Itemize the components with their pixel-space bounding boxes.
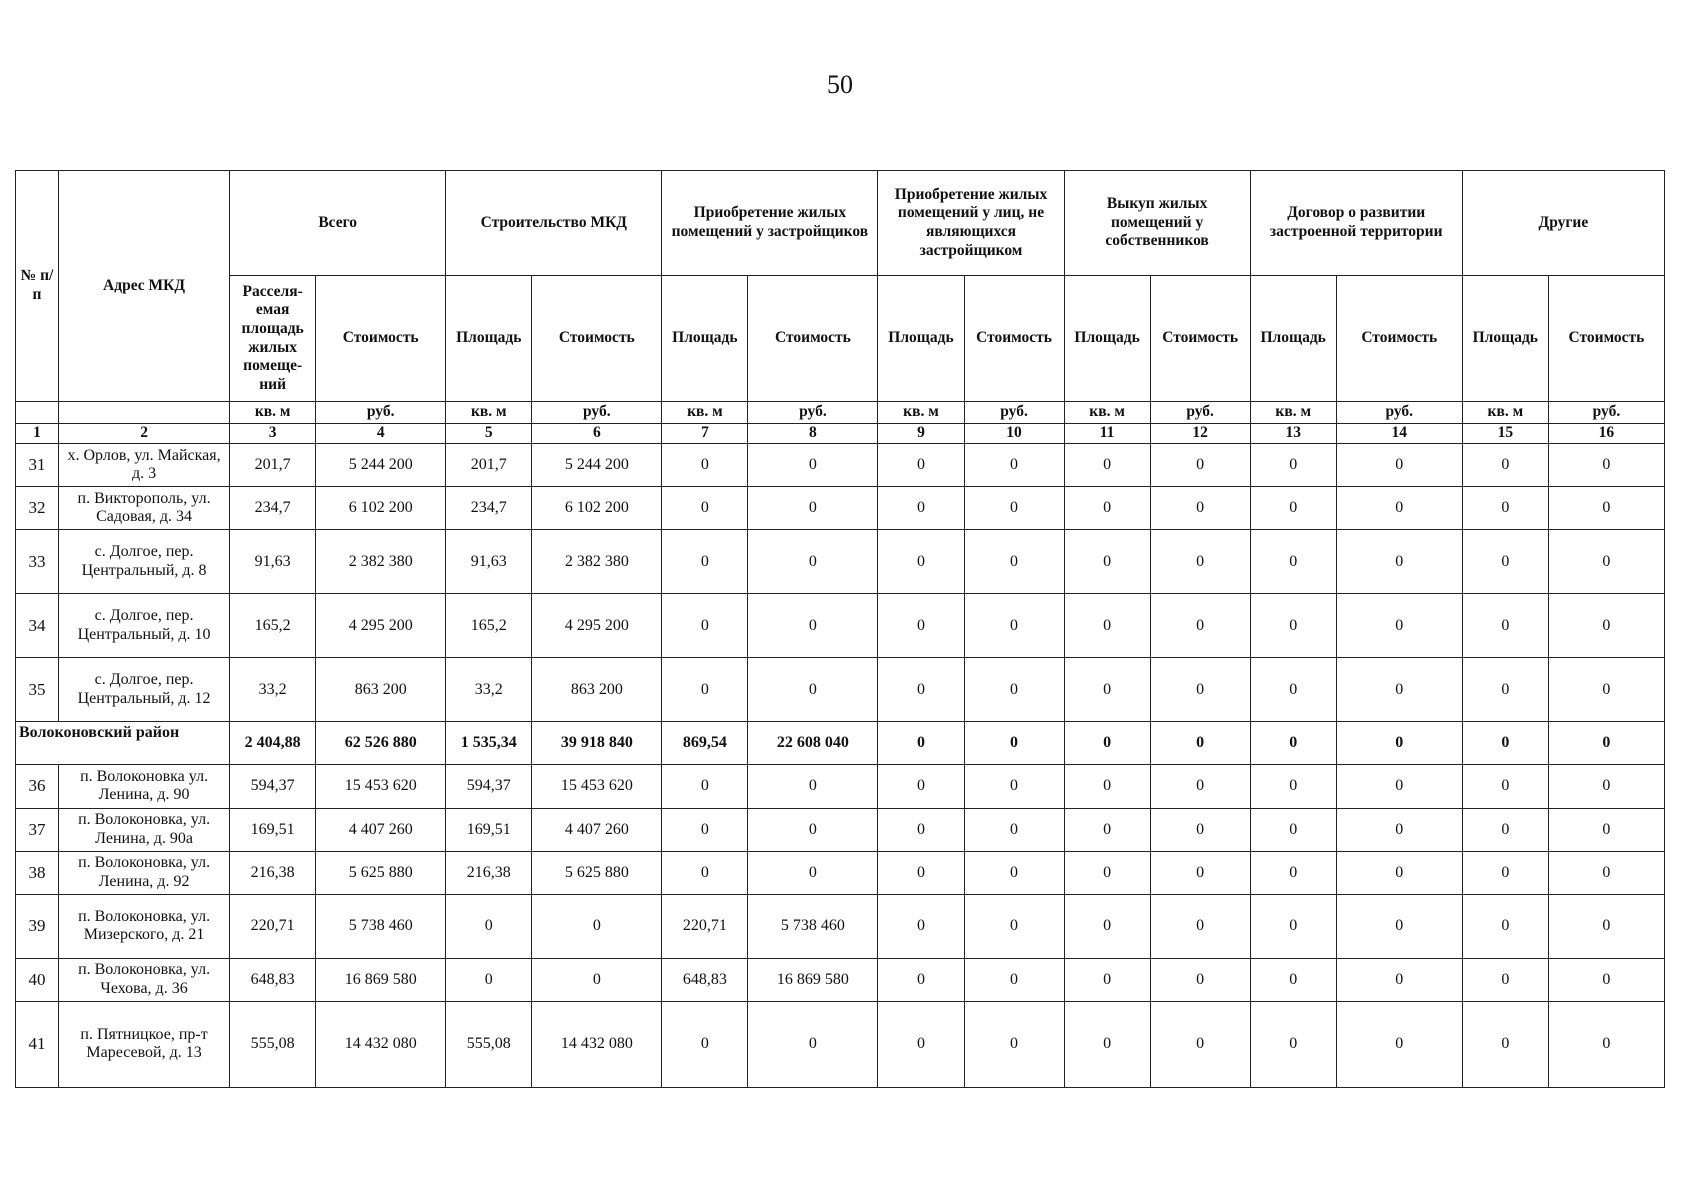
row-value: 0 — [878, 894, 964, 958]
row-value: 0 — [662, 765, 748, 808]
row-value: 0 — [878, 594, 964, 658]
district-value: 0 — [1462, 722, 1548, 765]
row-value: 165,2 — [446, 594, 532, 658]
row-address: п. Викторополь, ул. Садовая, д. 34 — [59, 487, 230, 530]
table-row — [16, 1001, 1665, 1087]
header-cost: Стоимость — [316, 276, 446, 402]
row-value: 0 — [878, 1001, 964, 1087]
row-value: 0 — [1462, 530, 1548, 594]
row-value: 0 — [1150, 658, 1250, 722]
district-value: 869,54 — [662, 722, 748, 765]
row-value: 0 — [1150, 765, 1250, 808]
row-value: 648,83 — [662, 958, 748, 1001]
row-value: 0 — [1064, 851, 1150, 894]
row-value: 0 — [748, 487, 878, 530]
table-row — [16, 444, 1665, 487]
row-value: 0 — [964, 894, 1064, 958]
column-number: 12 — [1150, 424, 1250, 444]
row-value: 0 — [1548, 1001, 1664, 1087]
header-group-construction: Строительство МКД — [446, 171, 662, 276]
column-number: 6 — [532, 424, 662, 444]
header-area: Площадь — [446, 276, 532, 402]
row-value: 0 — [748, 1001, 878, 1087]
row-value: 0 — [1548, 444, 1664, 487]
table-row — [16, 594, 1665, 658]
row-value: 0 — [1336, 1001, 1462, 1087]
header-area: Площадь — [878, 276, 964, 402]
row-value: 5 244 200 — [532, 444, 662, 487]
row-value: 0 — [878, 808, 964, 851]
row-value: 0 — [1336, 808, 1462, 851]
row-value: 0 — [1150, 530, 1250, 594]
row-value: 4 407 260 — [316, 808, 446, 851]
row-value: 0 — [1250, 958, 1336, 1001]
row-value: 0 — [964, 530, 1064, 594]
row-value: 0 — [1336, 894, 1462, 958]
row-value: 0 — [878, 765, 964, 808]
district-value: 0 — [1150, 722, 1250, 765]
column-number: 15 — [1462, 424, 1548, 444]
table-row — [16, 487, 1665, 530]
header-unit-cost: руб. — [748, 402, 878, 424]
column-number: 1 — [16, 424, 59, 444]
row-value: 863 200 — [316, 658, 446, 722]
header-row-units — [16, 402, 1665, 424]
row-value: 0 — [1548, 658, 1664, 722]
table-row — [16, 765, 1665, 808]
row-value: 0 — [1150, 808, 1250, 851]
row-value: 0 — [878, 444, 964, 487]
row-value: 0 — [878, 658, 964, 722]
row-value: 15 453 620 — [532, 765, 662, 808]
row-address: п. Волоконовка, ул. Чехова, д. 36 — [59, 958, 230, 1001]
row-value: 0 — [1462, 958, 1548, 1001]
row-address: с. Долгое, пер. Центральный, д. 12 — [59, 658, 230, 722]
column-number: 4 — [316, 424, 446, 444]
row-number: 33 — [16, 530, 59, 594]
header-unit-area: кв. м — [230, 402, 316, 424]
row-value: 0 — [1548, 594, 1664, 658]
row-value: 0 — [1336, 444, 1462, 487]
header-cost: Стоимость — [1336, 276, 1462, 402]
row-value: 0 — [1150, 894, 1250, 958]
row-value: 16 869 580 — [748, 958, 878, 1001]
row-value: 0 — [1336, 765, 1462, 808]
header-unit-empty — [59, 402, 230, 424]
column-number: 14 — [1336, 424, 1462, 444]
row-value: 0 — [1150, 444, 1250, 487]
row-value: 0 — [748, 530, 878, 594]
district-value: 0 — [1548, 722, 1664, 765]
row-value: 0 — [748, 594, 878, 658]
header-cost: Стоимость — [1548, 276, 1664, 402]
table-row — [16, 851, 1665, 894]
district-value: 2 404,88 — [230, 722, 316, 765]
row-value: 16 869 580 — [316, 958, 446, 1001]
row-value: 0 — [1548, 530, 1664, 594]
row-value: 0 — [748, 444, 878, 487]
row-value: 0 — [748, 765, 878, 808]
row-value: 0 — [662, 808, 748, 851]
column-number: 16 — [1548, 424, 1664, 444]
header-address: Адрес МКД — [59, 171, 230, 402]
row-value: 0 — [1336, 594, 1462, 658]
row-value: 0 — [1336, 487, 1462, 530]
row-number: 38 — [16, 851, 59, 894]
row-number: 37 — [16, 808, 59, 851]
header-group-developer-purchase: Приобретение жилых помещений у застройщиков — [662, 171, 878, 276]
row-value: 216,38 — [446, 851, 532, 894]
row-value: 0 — [446, 958, 532, 1001]
row-value: 4 295 200 — [316, 594, 446, 658]
row-value: 863 200 — [532, 658, 662, 722]
row-value: 5 738 460 — [316, 894, 446, 958]
district-value: 39 918 840 — [532, 722, 662, 765]
row-value: 594,37 — [446, 765, 532, 808]
row-value: 0 — [1150, 487, 1250, 530]
table-row — [16, 808, 1665, 851]
column-number: 3 — [230, 424, 316, 444]
header-unit-area: кв. м — [446, 402, 532, 424]
row-value: 216,38 — [230, 851, 316, 894]
row-value: 0 — [964, 594, 1064, 658]
row-value: 0 — [1462, 851, 1548, 894]
row-value: 0 — [1064, 765, 1150, 808]
column-number: 13 — [1250, 424, 1336, 444]
row-value: 0 — [1250, 808, 1336, 851]
header-unit-cost: руб. — [964, 402, 1064, 424]
row-value: 0 — [662, 851, 748, 894]
header-unit-cost: руб. — [532, 402, 662, 424]
row-value: 6 102 200 — [316, 487, 446, 530]
row-value: 0 — [964, 851, 1064, 894]
row-value: 91,63 — [230, 530, 316, 594]
row-value: 0 — [662, 530, 748, 594]
row-value: 0 — [1548, 765, 1664, 808]
header-unit-area: кв. м — [1250, 402, 1336, 424]
row-address: х. Орлов, ул. Майская, д. 3 — [59, 444, 230, 487]
row-address: п. Пятницкое, пр-т Маресевой, д. 13 — [59, 1001, 230, 1087]
column-number: 7 — [662, 424, 748, 444]
row-value: 5 625 880 — [532, 851, 662, 894]
header-row-column-numbers — [16, 424, 1665, 444]
row-value: 0 — [662, 487, 748, 530]
column-number: 11 — [1064, 424, 1150, 444]
district-value: 0 — [1336, 722, 1462, 765]
row-value: 0 — [878, 851, 964, 894]
row-value: 33,2 — [446, 658, 532, 722]
row-value: 0 — [1064, 658, 1150, 722]
row-value: 2 382 380 — [316, 530, 446, 594]
row-value: 14 432 080 — [532, 1001, 662, 1087]
header-cost: Стоимость — [748, 276, 878, 402]
header-group-total: Всего — [230, 171, 446, 276]
row-address: п. Волоконовка, ул. Ленина, д. 92 — [59, 851, 230, 894]
resettlement-table — [15, 170, 1665, 1088]
row-value: 555,08 — [446, 1001, 532, 1087]
header-unit-cost: руб. — [316, 402, 446, 424]
header-group-development-contract: Договор о развитии застроенной территории — [1250, 171, 1462, 276]
row-value: 648,83 — [230, 958, 316, 1001]
row-value: 14 432 080 — [316, 1001, 446, 1087]
row-value: 220,71 — [230, 894, 316, 958]
row-value: 0 — [1250, 765, 1336, 808]
row-value: 0 — [964, 658, 1064, 722]
row-value: 0 — [1250, 594, 1336, 658]
row-value: 0 — [964, 808, 1064, 851]
row-value: 5 625 880 — [316, 851, 446, 894]
row-value: 0 — [1548, 894, 1664, 958]
header-unit-cost: руб. — [1336, 402, 1462, 424]
row-address: п. Волоконовка, ул. Ленина, д. 90а — [59, 808, 230, 851]
row-value: 0 — [1462, 658, 1548, 722]
row-number: 32 — [16, 487, 59, 530]
row-value: 0 — [1064, 1001, 1150, 1087]
header-area: Площадь — [1462, 276, 1548, 402]
row-value: 0 — [1250, 851, 1336, 894]
row-value: 0 — [446, 894, 532, 958]
row-address: с. Долгое, пер. Центральный, д. 10 — [59, 594, 230, 658]
header-unit-cost: руб. — [1150, 402, 1250, 424]
row-address: с. Долгое, пер. Центральный, д. 8 — [59, 530, 230, 594]
row-value: 0 — [662, 594, 748, 658]
row-number: 36 — [16, 765, 59, 808]
column-number: 5 — [446, 424, 532, 444]
header-group-buyout: Выкуп жилых помещений у собственников — [1064, 171, 1250, 276]
header-unit-area: кв. м — [662, 402, 748, 424]
header-cost: Стоимость — [532, 276, 662, 402]
row-value: 0 — [1462, 487, 1548, 530]
header-group-non-developer-purchase: Приобретение жилых помещений у лиц, не являющихся застройщиком — [878, 171, 1064, 276]
table-row — [16, 894, 1665, 958]
column-number: 9 — [878, 424, 964, 444]
table-row — [16, 530, 1665, 594]
row-value: 0 — [1064, 594, 1150, 658]
row-value: 0 — [964, 958, 1064, 1001]
row-value: 6 102 200 — [532, 487, 662, 530]
row-value: 0 — [1250, 444, 1336, 487]
row-value: 0 — [1250, 487, 1336, 530]
row-value: 0 — [748, 808, 878, 851]
header-unit-area: кв. м — [1462, 402, 1548, 424]
row-value: 0 — [1548, 851, 1664, 894]
row-value: 0 — [1250, 894, 1336, 958]
header-row-groups — [16, 171, 1665, 276]
district-value: 62 526 880 — [316, 722, 446, 765]
row-value: 0 — [1250, 1001, 1336, 1087]
header-num: № п/п — [16, 171, 59, 402]
row-value: 220,71 — [662, 894, 748, 958]
row-value: 0 — [1150, 1001, 1250, 1087]
row-value: 0 — [1336, 658, 1462, 722]
row-value: 0 — [964, 1001, 1064, 1087]
row-value: 5 738 460 — [748, 894, 878, 958]
row-value: 5 244 200 — [316, 444, 446, 487]
row-value: 201,7 — [230, 444, 316, 487]
header-unit-area: кв. м — [878, 402, 964, 424]
row-value: 0 — [1336, 851, 1462, 894]
row-value: 0 — [1462, 894, 1548, 958]
row-value: 0 — [1462, 444, 1548, 487]
header-area: Площадь — [662, 276, 748, 402]
row-value: 0 — [1462, 1001, 1548, 1087]
district-value: 0 — [1250, 722, 1336, 765]
row-value: 0 — [964, 765, 1064, 808]
header-unit-empty — [16, 402, 59, 424]
row-value: 169,51 — [230, 808, 316, 851]
header-resettled-area: Расселя-емая площадь жилых помеще-ний — [230, 276, 316, 402]
table-row — [16, 658, 1665, 722]
district-value: 0 — [878, 722, 964, 765]
row-value: 0 — [662, 658, 748, 722]
row-value: 0 — [964, 444, 1064, 487]
row-value: 0 — [1064, 808, 1150, 851]
row-value: 0 — [1250, 658, 1336, 722]
header-cost: Стоимость — [964, 276, 1064, 402]
column-number: 2 — [59, 424, 230, 444]
header-unit-area: кв. м — [1064, 402, 1150, 424]
row-value: 169,51 — [446, 808, 532, 851]
row-value: 0 — [662, 1001, 748, 1087]
district-total-row — [16, 722, 1665, 765]
district-value: 22 608 040 — [748, 722, 878, 765]
row-number: 34 — [16, 594, 59, 658]
row-value: 234,7 — [446, 487, 532, 530]
row-value: 0 — [1548, 958, 1664, 1001]
row-value: 0 — [1462, 765, 1548, 808]
row-value: 4 407 260 — [532, 808, 662, 851]
header-row-subcolumns — [16, 276, 1665, 402]
row-value: 0 — [1336, 530, 1462, 594]
district-value: 1 535,34 — [446, 722, 532, 765]
row-value: 0 — [878, 530, 964, 594]
row-number: 40 — [16, 958, 59, 1001]
row-value: 0 — [1064, 444, 1150, 487]
row-value: 0 — [662, 444, 748, 487]
row-value: 0 — [1548, 487, 1664, 530]
row-value: 0 — [532, 958, 662, 1001]
row-value: 0 — [532, 894, 662, 958]
page-number: 50 — [827, 70, 853, 99]
row-value: 0 — [1150, 958, 1250, 1001]
row-value: 0 — [748, 851, 878, 894]
row-number: 39 — [16, 894, 59, 958]
district-name: Волоконовский район — [16, 722, 230, 765]
row-value: 0 — [878, 487, 964, 530]
row-value: 0 — [1250, 530, 1336, 594]
row-address: п. Волоконовка ул. Ленина, д. 90 — [59, 765, 230, 808]
row-value: 91,63 — [446, 530, 532, 594]
column-number: 8 — [748, 424, 878, 444]
row-value: 234,7 — [230, 487, 316, 530]
header-group-other: Другие — [1462, 171, 1664, 276]
row-value: 0 — [1462, 594, 1548, 658]
column-number: 10 — [964, 424, 1064, 444]
table-row — [16, 958, 1665, 1001]
row-value: 2 382 380 — [532, 530, 662, 594]
row-value: 0 — [1064, 958, 1150, 1001]
row-value: 0 — [1064, 894, 1150, 958]
row-number: 31 — [16, 444, 59, 487]
row-value: 4 295 200 — [532, 594, 662, 658]
header-area: Площадь — [1250, 276, 1336, 402]
row-value: 0 — [748, 658, 878, 722]
header-unit-cost: руб. — [1548, 402, 1664, 424]
row-value: 15 453 620 — [316, 765, 446, 808]
row-value: 165,2 — [230, 594, 316, 658]
row-value: 0 — [1548, 808, 1664, 851]
row-value: 0 — [1064, 530, 1150, 594]
row-value: 0 — [1150, 851, 1250, 894]
row-number: 41 — [16, 1001, 59, 1087]
row-number: 35 — [16, 658, 59, 722]
district-value: 0 — [964, 722, 1064, 765]
row-value: 0 — [878, 958, 964, 1001]
district-value: 0 — [1064, 722, 1150, 765]
row-value: 33,2 — [230, 658, 316, 722]
row-value: 0 — [1064, 487, 1150, 530]
row-value: 555,08 — [230, 1001, 316, 1087]
row-address: п. Волоконовка, ул. Мизерского, д. 21 — [59, 894, 230, 958]
header-cost: Стоимость — [1150, 276, 1250, 402]
row-value: 594,37 — [230, 765, 316, 808]
row-value: 201,7 — [446, 444, 532, 487]
header-area: Площадь — [1064, 276, 1150, 402]
row-value: 0 — [964, 487, 1064, 530]
row-value: 0 — [1336, 958, 1462, 1001]
row-value: 0 — [1462, 808, 1548, 851]
row-value: 0 — [1150, 594, 1250, 658]
